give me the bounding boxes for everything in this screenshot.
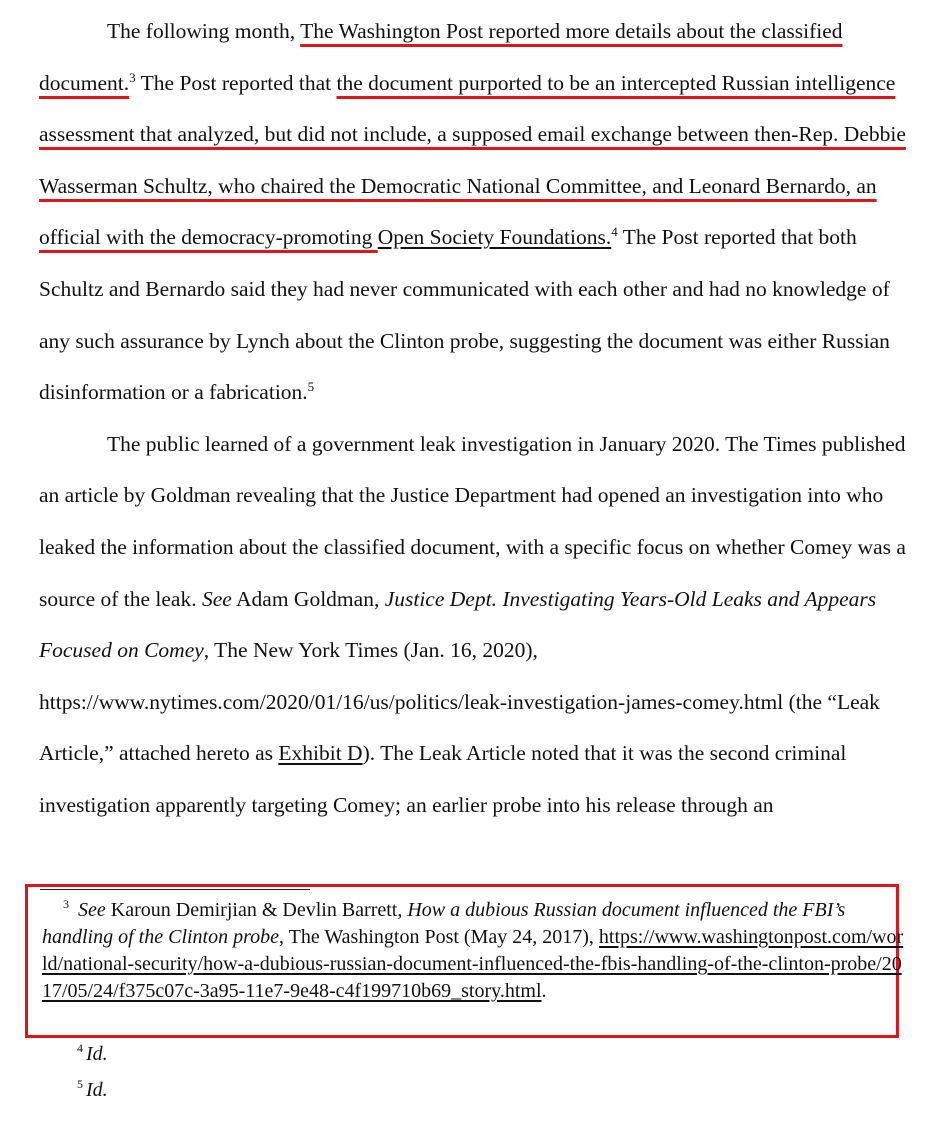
article-title: How a dubious Russian document influenced the FBI’s handling of the Clinton probe	[42, 899, 846, 948]
text-run: The Post reported that both Schultz and Bernardo said they had never communicated with each other and had no knowledge of any such assurance by Lynch about the Clinton probe, suggesting the document was either Russian disinformation or a fabrication.	[39, 225, 890, 405]
footnote-3	[42, 897, 904, 1005]
footnote-text: Id.	[86, 1079, 108, 1101]
footnote-number: 5	[77, 1077, 83, 1092]
text-run: .	[541, 980, 547, 1002]
text-run: ). The Leak Article noted that it was the second criminal investigation apparently targeting Comey; an earlier probe into his release through an	[39, 741, 847, 817]
footnote-4	[77, 1042, 108, 1066]
footnote-text: Id.	[86, 1043, 108, 1065]
paragraph-2	[39, 419, 909, 832]
footnote-ref-3: 3	[129, 69, 136, 85]
footnote-number: 3	[63, 897, 69, 912]
highlighted-text-document-description: the document purported to be an intercepted Russian intelligence assessment that analyzed, but did not include, a supposed email exchange between then-Rep. Debbie Wasserman Schultz, who chaired the Democratic National Committee, and Leonard Bernardo, an official with the democracy-promoting	[39, 70, 906, 250]
footnote-5	[77, 1078, 108, 1102]
text-run: Karoun Demirjian & Devlin Barrett,	[105, 899, 408, 921]
citation-signal: See	[201, 586, 232, 611]
footnote-ref-5: 5	[307, 379, 315, 394]
footnote-ref-4: 4	[611, 224, 618, 240]
text-run: Adam Goldman,	[231, 586, 385, 611]
exhibit-link: Exhibit D	[278, 741, 363, 766]
footnote-url: https://www.washingtonpost.com/world/national-security/how-a-dubious-russian-document-influenced-the-fbis-handling-of-the-clinton-probe/2017/05/24/f375c07c-3a95-11e7-9e48-c4f199710b69_story.html	[42, 926, 904, 1002]
text-run: , The New York Times (Jan. 16, 2020), https://www.nytimes.com/2020/01/16/us/politics/leak-investigation-james-comey.html (the “Leak Article,” attached hereto as	[39, 638, 880, 766]
text-run: The following month,	[107, 19, 301, 43]
citation-signal: See	[78, 899, 106, 921]
text-run: , The Washington Post (May 24, 2017),	[279, 926, 599, 948]
text-run: The public learned of a government leak investigation in January 2020. The Times published an article by Goldman revealing that the Justice Department had opened an investigation into who leaked the information about the classified document, with a specific focus on whether Comey was a source of the leak.	[39, 431, 906, 611]
paragraph-1	[39, 6, 909, 419]
footnote-number: 4	[77, 1041, 83, 1056]
text-run: The Post reported that	[135, 70, 337, 95]
highlighted-text-washington-post: The Washington Post reported more details about the classified document.	[39, 19, 843, 95]
document-body	[39, 6, 909, 832]
article-title: Justice Dept. Investigating Years-Old Leaks and Appears Focused on Comey	[39, 586, 877, 663]
highlighted-link-open-society: Open Society Foundations.	[377, 225, 612, 250]
